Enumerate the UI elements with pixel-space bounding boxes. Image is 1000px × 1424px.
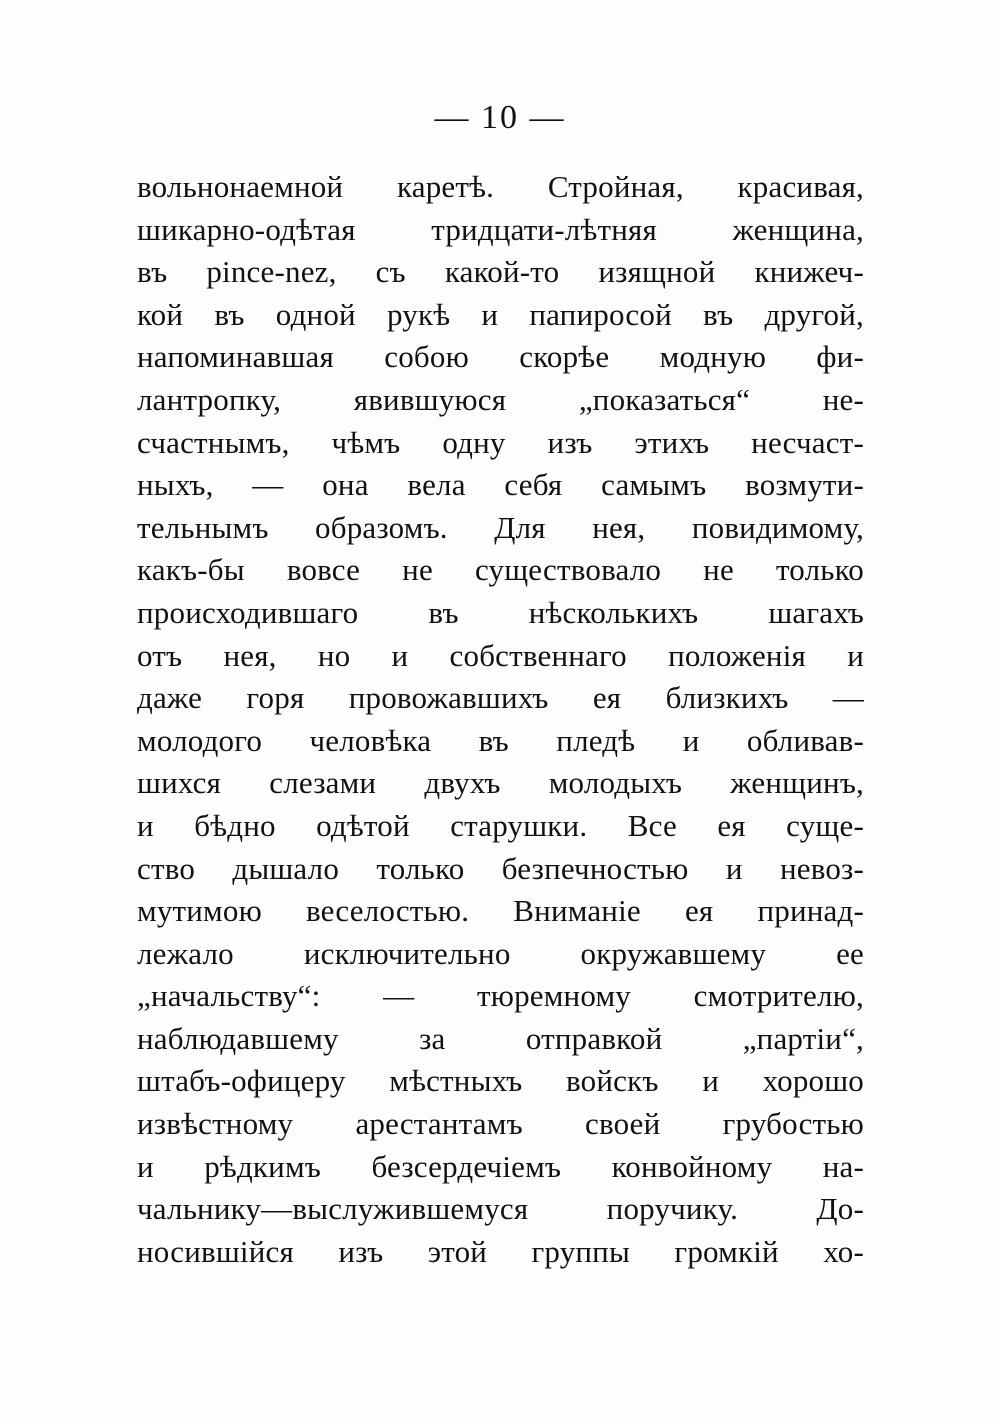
text-line: и бѣдно одѣтой старушки. Все ея суще-	[137, 807, 864, 843]
text-line: наблюдавшему за отправкой „партіи“,	[137, 1020, 864, 1056]
text-line: и рѣдкимъ безсердечіемъ конвойному на-	[137, 1148, 864, 1184]
text-line: вольнонаемной каретѣ. Стройная, красивая,	[137, 169, 864, 204]
text-line: ство дышало только безпечностью и невоз-	[137, 850, 864, 886]
body-text	[137, 166, 864, 1273]
text-line: штабъ-офицеру мѣстныхъ войскъ и хорошо	[137, 1063, 864, 1099]
text-line: лежало исключительно окружавшему ее	[137, 935, 864, 971]
text-line: шикарно-одѣтая тридцати-лѣтняя женщина,	[137, 211, 864, 247]
text-line: чальнику—выслужившемуся поручику. До-	[137, 1191, 864, 1227]
text-line: кой въ одной рукѣ и папиросой въ другой,	[137, 296, 864, 332]
page-number: — 10 —	[434, 99, 566, 136]
text-line: молодого человѣка въ пледѣ и обливав-	[137, 722, 864, 758]
text-line: „начальству“: — тюремному смотрителю,	[137, 978, 864, 1014]
text-line: отъ нея, но и собственнаго положенія и	[137, 637, 864, 673]
text-line: шихся слезами двухъ молодыхъ женщинъ,	[137, 765, 864, 801]
text-line: носившійся изъ этой группы громкій хо-	[137, 1233, 864, 1269]
text-line: извѣстному арестантамъ своей грубостью	[137, 1106, 864, 1142]
text-line: тельнымъ образомъ. Для нея, повидимому,	[137, 509, 864, 545]
text-line: счастнымъ, чѣмъ одну изъ этихъ несчаст-	[137, 424, 864, 460]
text-line: мутимою веселостью. Вниманіе ея принад-	[137, 893, 864, 929]
text-line: какъ-бы вовсе не существовало не только	[137, 552, 864, 588]
text-line: происходившаго въ нѣсколькихъ шагахъ	[137, 594, 864, 630]
text-line: даже горя провожавшихъ ея близкихъ —	[137, 680, 864, 716]
text-line: напоминавшая собою скорѣе модную фи-	[137, 339, 864, 375]
text-line: въ pince-nez, съ какой-то изящной книжеч-	[137, 254, 864, 290]
text-line: ныхъ, — она вела себя самымъ возмути-	[137, 467, 864, 503]
text-line: лантропку, явившуюся „показаться“ не-	[137, 381, 864, 417]
